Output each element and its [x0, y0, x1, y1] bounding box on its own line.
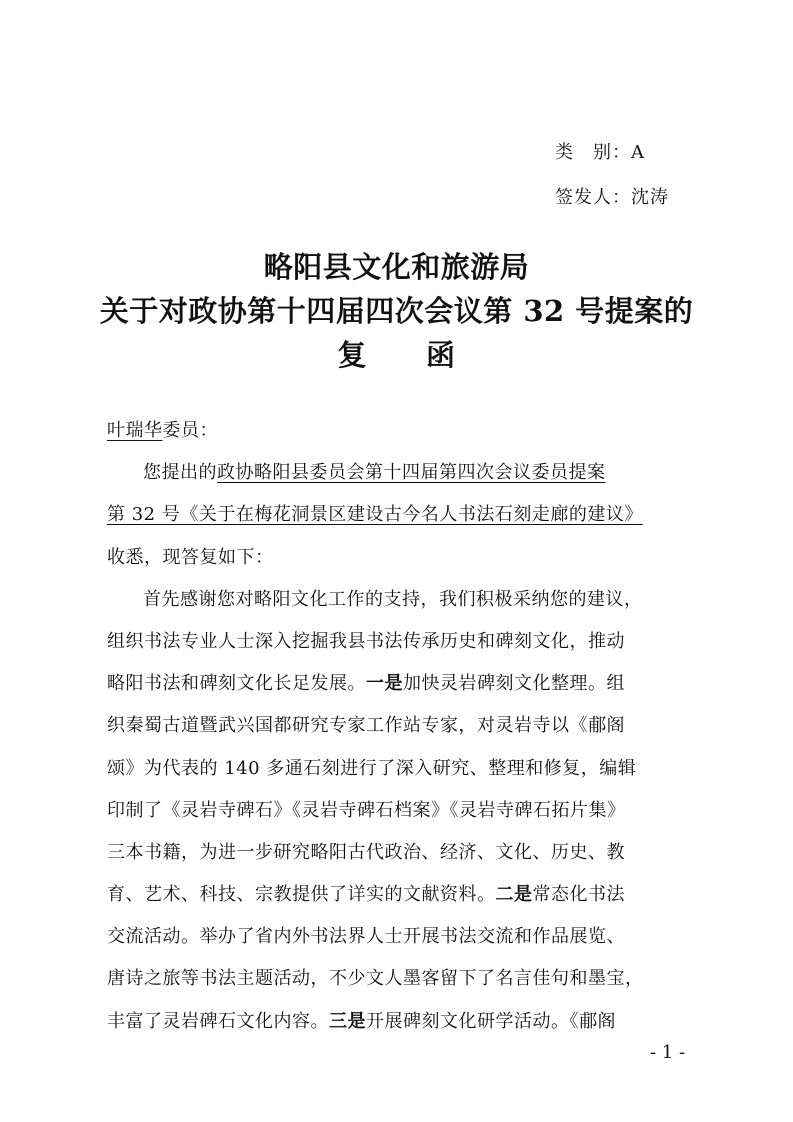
paragraph-2-line-9: 交流活动。举办了省内外书法界人士开展书法交流和作品展览、: [107, 926, 625, 948]
issuer-value: 沈涛: [631, 187, 669, 208]
paragraph-2-line-2: 组织书法专业人士深入挖掘我县书法传承历史和碑刻文化，推动: [107, 630, 625, 652]
recipient-name: 叶瑞华: [107, 420, 163, 441]
paragraph-2-line-10: 唐诗之旅等书法主题活动，不少文人墨客留下了名言佳句和墨宝，: [107, 968, 644, 990]
paragraph-2-line-8: [107, 874, 699, 916]
paragraph-2-line-3-a: 略阳书法和碑刻文化长足发展。: [107, 673, 366, 695]
paragraph-2-line-8-a: 育、艺术、科技、宗教提供了详实的文献资料。: [107, 884, 496, 906]
paragraph-1-prefix: 您提出的: [143, 462, 217, 484]
title-line-2: 关于对政协第十四届四次会议第 32 号提案的: [99, 294, 694, 328]
title-line-1: 略阳县文化和旅游局: [263, 250, 530, 284]
paragraph-2-line-11-a: 丰富了灵岩碑石文化内容。: [107, 1010, 329, 1032]
paragraph-1-line-1: [107, 452, 699, 494]
document-title: [0, 245, 793, 377]
paragraph-2-line-11: [107, 1001, 699, 1043]
paragraph-1-suffix: 收悉，现答复如下：: [107, 546, 274, 568]
category-label: 类 别：: [555, 142, 631, 163]
paragraph-2-line-3: [107, 663, 699, 705]
recipient-suffix: 委员：: [162, 420, 218, 441]
paragraph-2-line-1: 首先感谢您对略阳文化工作的支持，我们积极采纳您的建议，: [143, 588, 643, 610]
document-body: [107, 410, 699, 1043]
paragraph-2-line-6: 印制了《灵岩寺碑石》《灵岩寺碑石档案》《灵岩寺碑石拓片集》: [107, 799, 626, 821]
proposal-title-part-2: 第 32 号《关于在梅花洞景区建设古今名人书法石刻走廊的建议》: [107, 504, 643, 526]
salutation: [107, 410, 699, 452]
issuer-row: [555, 175, 669, 220]
paragraph-2-line-3-b: 加快灵岩碑刻文化整理。组: [403, 673, 625, 695]
point-3-label: 三是: [329, 1010, 366, 1032]
issuer-label: 签发人：: [555, 187, 631, 208]
paragraph-1-line-3: [107, 537, 699, 579]
paragraph-2-line-5: 颂》为代表的 140 多通石刻进行了深入研究、整理和修复，编辑: [107, 757, 637, 779]
paragraph-2-line-11-b: 开展碑刻文化研学活动。《郙阁: [366, 1010, 616, 1032]
paragraph-1-line-2: [107, 494, 699, 536]
document-meta: [555, 130, 669, 220]
page-number: - 1 -: [650, 1042, 686, 1063]
paragraph-2-line-4: 织秦蜀古道暨武兴国都研究专家工作站专家，对灵岩寺以《郙阁: [107, 715, 625, 737]
paragraph-2-line-7: 三本书籍，为进一步研究略阳古代政治、经济、文化、历史、教: [107, 841, 625, 863]
title-line-3: 复 函: [337, 338, 456, 372]
paragraph-2-line-8-b: 常态化书法: [532, 884, 625, 906]
point-2-label: 二是: [495, 884, 533, 906]
point-1-label: 一是: [366, 673, 403, 695]
proposal-title-part-1: 政协略阳县委员会第十四届第四次会议委员提案: [217, 462, 606, 484]
category-row: [555, 130, 669, 175]
category-value: A: [631, 142, 645, 163]
